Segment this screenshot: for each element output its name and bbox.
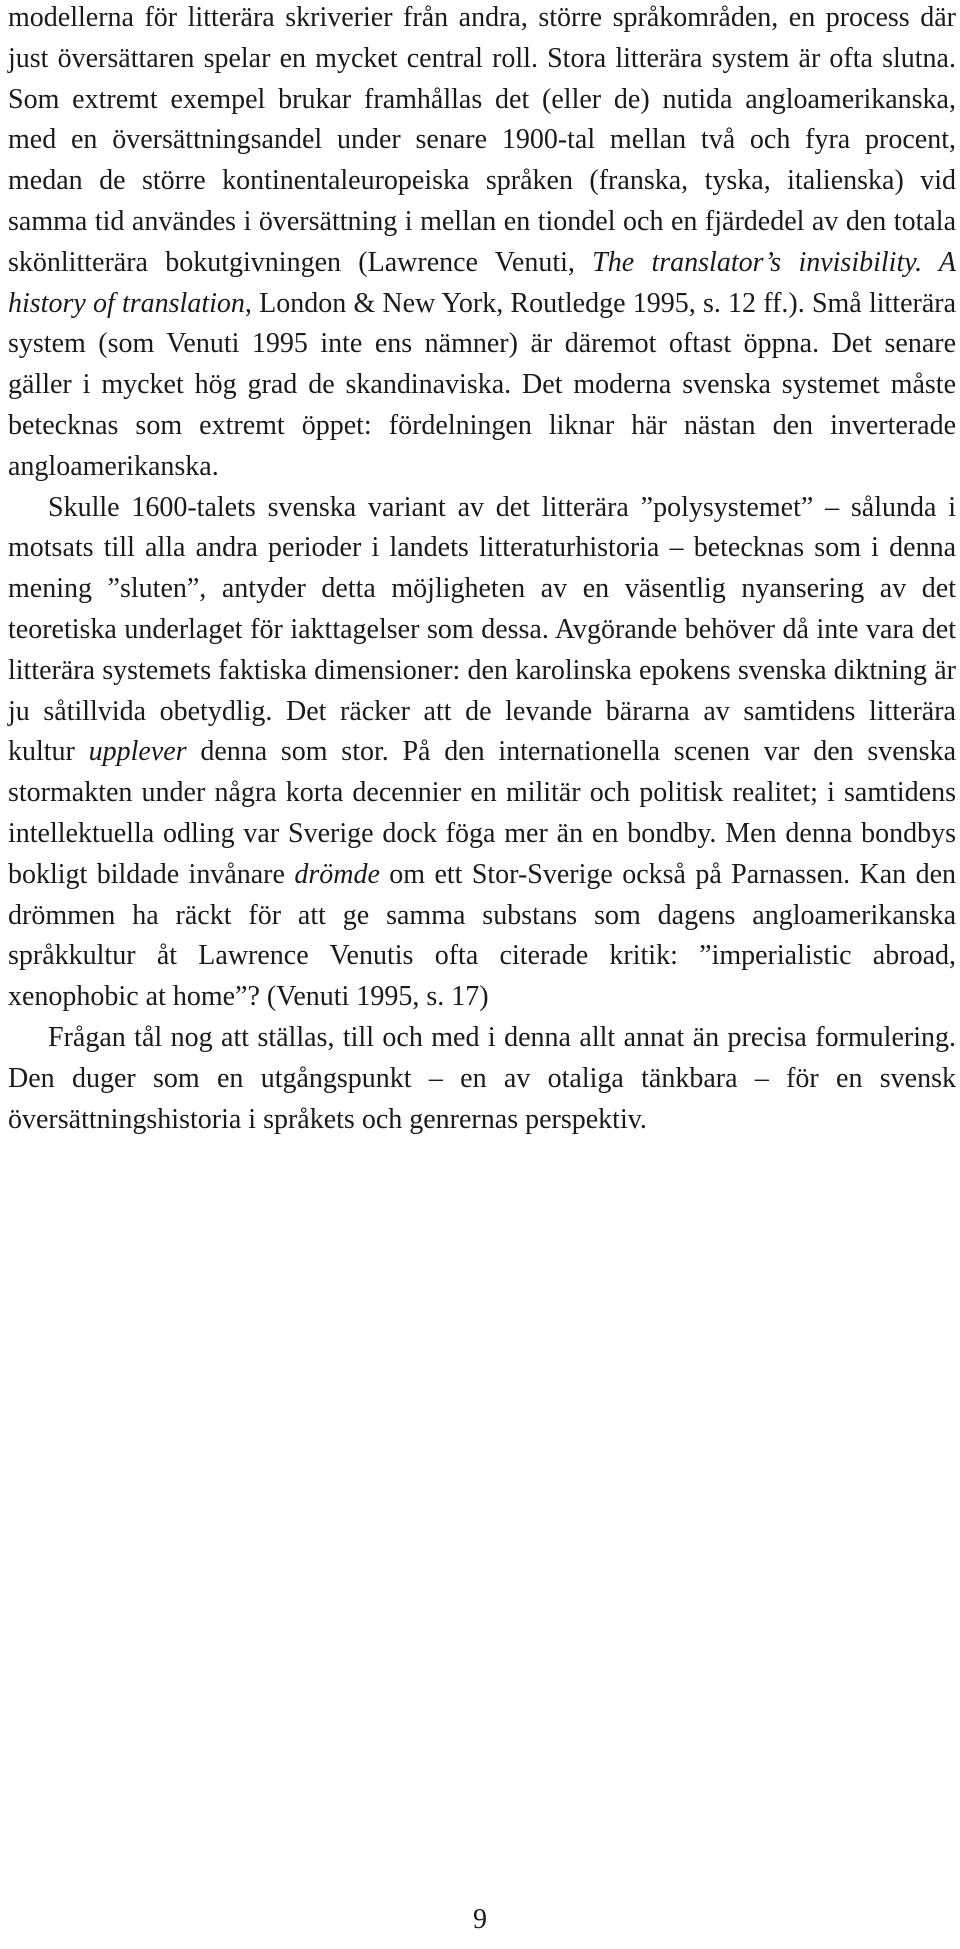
page-number: 9	[473, 1904, 487, 1935]
emphasis-upplever: upplever	[88, 736, 187, 768]
paragraph-2-text-c: om ett Stor-Sverige också på Parnassen. Kan den drömmen ha räckt för att ge samma substans som dagens angloamerikanska språkkultur åt Lawrence Venutis ofta citerade kritik: ”imperialistic abroad, xenophobic at home”? (Venuti 1995, s. 17)	[8, 858, 956, 1013]
paragraph-2-text-a: Skulle 1600-talets svenska variant av det litterära ”polysystemet” – sålunda i motsats till alla andra perioder i landets litteraturhistoria – betecknas som i denna mening ”sluten”, antyder detta möjligheten av en väsentlig nyansering av det teoretiska underlaget för iakttagelser som dessa. Avgörande behöver då inte vara det litterära systemets faktiska dimensioner: den karolinska epokens svenska diktning är ju såtillvida obetydlig. Det räcker att de levande bärarna av samtidens litterära kultur	[8, 491, 956, 768]
body-text	[8, 0, 956, 1140]
paragraph-2	[8, 488, 956, 1018]
emphasis-dromde: drömde	[294, 858, 380, 890]
paragraph-1-text-b: , London & New York, Routledge 1995, s. 12 ff.). Små litterära system (som Venuti 1995 inte ens nämner) är däremot oftast öppna. Det senare gäller i mycket hög grad de skandinaviska. Det moderna svenska systemet måste betecknas som extremt öppet: fördelningen liknar här nästan den inverterade angloamerikanska.	[8, 287, 956, 482]
paragraph-3	[8, 1018, 956, 1140]
paragraph-2-text-b: denna som stor. På den internationella scenen var den svenska stormakten under några korta decennier en militär och politisk realitet; i samtidens intellektuella odling var Sverige dock föga mer än en bondby. Men denna bondbys bokligt bildade invånare	[8, 736, 956, 890]
book-title-italic: The translator’s invisibility. A history of translation	[8, 246, 956, 319]
paragraph-1-text-a: modellerna för litterära skriverier från andra, större språkområden, en process där just översättaren spelar en mycket central roll. Stora litterära system är ofta slutna. Som extremt exempel brukar framhållas det (eller de) nutida angloamerikanska, med en översättningsandel under senare 1900-tal mellan två och fyra procent, medan de större kontinentaleuropeiska språken (franska, tyska, italienska) vid samma tid användes i översättning i mellan en tiondel och en fjärdedel av den totala skönlitterära bokutgivningen (Lawrence Venuti,	[8, 2, 956, 278]
paragraph-1	[8, 0, 956, 488]
paragraph-3-text: Frågan tål nog att ställas, till och med i denna allt annat än precisa formulering. Den duger som en utgångspunkt – en av otaliga tänkbara – för en svensk översättningshistoria i språkets och genrernas perspektiv.	[8, 1021, 956, 1135]
